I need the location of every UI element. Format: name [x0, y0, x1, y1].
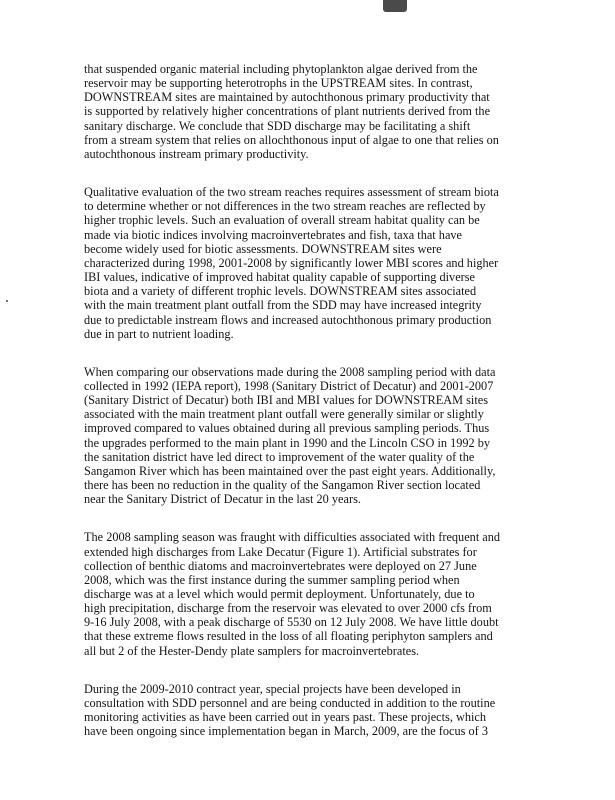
text-line: Qualitative evaluation of the two stream reaches requires assessment of stream biota	[84, 185, 499, 200]
text-line: consultation with SDD personnel and are being conducted in addition to the routine	[84, 695, 496, 710]
text-line: near the Sanitary District of Decatur in the last 20 years.	[84, 492, 361, 507]
text-line: 9-16 July 2008, with a peak discharge of 5530 on 12 July 2008. We have little doubt	[84, 615, 499, 630]
text-line: improved compared to values obtained during all previous sampling periods. Thus	[84, 421, 490, 436]
text-line: higher trophic levels. Such an evaluation of overall stream habitat quality can be	[84, 213, 480, 228]
text-line: associated with the main treatment plant outfall were generally similar or slightly	[84, 407, 484, 422]
text-line: have been ongoing since implementation began in March, 2009, are the focus of 3	[84, 724, 488, 739]
text-line: there has been no reduction in the quality of the Sangamon River section located	[84, 478, 481, 493]
text-line: collected in 1992 (IEPA report), 1998 (Sanitary District of Decatur) and 2001-2007	[84, 378, 494, 393]
body-text	[84, 62, 530, 762]
text-line: IBI values, indicative of improved habitat quality capable of supporting diverse	[84, 270, 475, 285]
text-line: The 2008 sampling season was fraught with difficulties associated with frequent and	[84, 530, 501, 545]
text-line: is supported by relatively higher concentrations of plant nutrients derived from the	[84, 104, 491, 119]
text-line: from a stream system that relies on allochthonous input of algae to one that relies on	[84, 132, 499, 147]
paragraph-3	[84, 365, 530, 507]
text-line: the sanitation district have led direct to improvement of the water quality of the	[84, 449, 475, 464]
text-line: (Sanitary District of Decatur) both IBI and MBI values for DOWNSTREAM sites	[84, 393, 489, 408]
text-line: collection of benthic diatoms and macroinvertebrates were deployed on 27 June	[84, 558, 477, 573]
text-line: to determine whether or not differences in the two stream reaches are reflected by	[84, 199, 486, 214]
text-line: high precipitation, discharge from the reservoir was elevated to over 2000 cfs from	[84, 601, 492, 616]
paragraph-5	[84, 682, 530, 739]
text-line: DOWNSTREAM sites are maintained by autochthonous primary productivity that	[84, 90, 490, 105]
text-line: When comparing our observations made during the 2008 sampling period with data	[84, 364, 496, 379]
text-line: that suspended organic material including phytoplankton algae derived from the	[84, 62, 478, 76]
text-line: monitoring activities as have been carried out in years past. These projects, which	[84, 710, 487, 725]
text-line: that these extreme flows resulted in the loss of all floating periphyton samplers and	[84, 629, 493, 644]
paragraph-4	[84, 530, 530, 657]
text-line: reservoir may be supporting heterotrophs in the UPSTREAM sites. In contrast,	[84, 76, 473, 91]
text-line: made via biotic indices involving macroinvertebrates and fish, taxa that have	[84, 227, 463, 242]
text-line: all but 2 of the Hester-Dendy plate samplers for macroinvertebrates.	[84, 643, 420, 658]
text-line: Sangamon River which has been maintained over the past eight years. Additionally,	[84, 463, 496, 478]
text-line: the upgrades performed to the main plant in 1990 and the Lincoln CSO in 1992 by	[84, 435, 491, 450]
text-line: sanitary discharge. We conclude that SDD discharge may be facilitating a shift	[84, 118, 471, 133]
text-line: characterized during 1998, 2001-2008 by significantly lower MBI scores and higher	[84, 255, 499, 270]
text-line: due to predictable instream flows and increased autochthonous primary production	[84, 312, 492, 327]
text-line: due in part to nutrient loading.	[84, 326, 234, 341]
text-line: During the 2009-2010 contract year, special projects have been developed in	[84, 681, 461, 696]
scan-artifact	[383, 0, 407, 12]
text-line: biota and a variety of different trophic levels. DOWNSTREAM sites associated	[84, 284, 477, 299]
text-line: become widely used for biotic assessments. DOWNSTREAM sites were	[84, 241, 442, 256]
text-line: 2008, which was the first instance during the summer sampling period when	[84, 572, 460, 587]
scan-speck	[6, 300, 8, 302]
paragraph-1	[84, 62, 530, 161]
text-line: discharge was at a level which would permit deployment. Unfortunately, due to	[84, 587, 475, 601]
text-line: with the main treatment plant outfall from the SDD may have increased integrity	[84, 298, 482, 313]
text-line: extended high discharges from Lake Decatur (Figure 1). Artificial substrates for	[84, 544, 477, 559]
text-line: autochthonous instream primary productivity.	[84, 146, 309, 161]
paragraph-2	[84, 185, 530, 341]
